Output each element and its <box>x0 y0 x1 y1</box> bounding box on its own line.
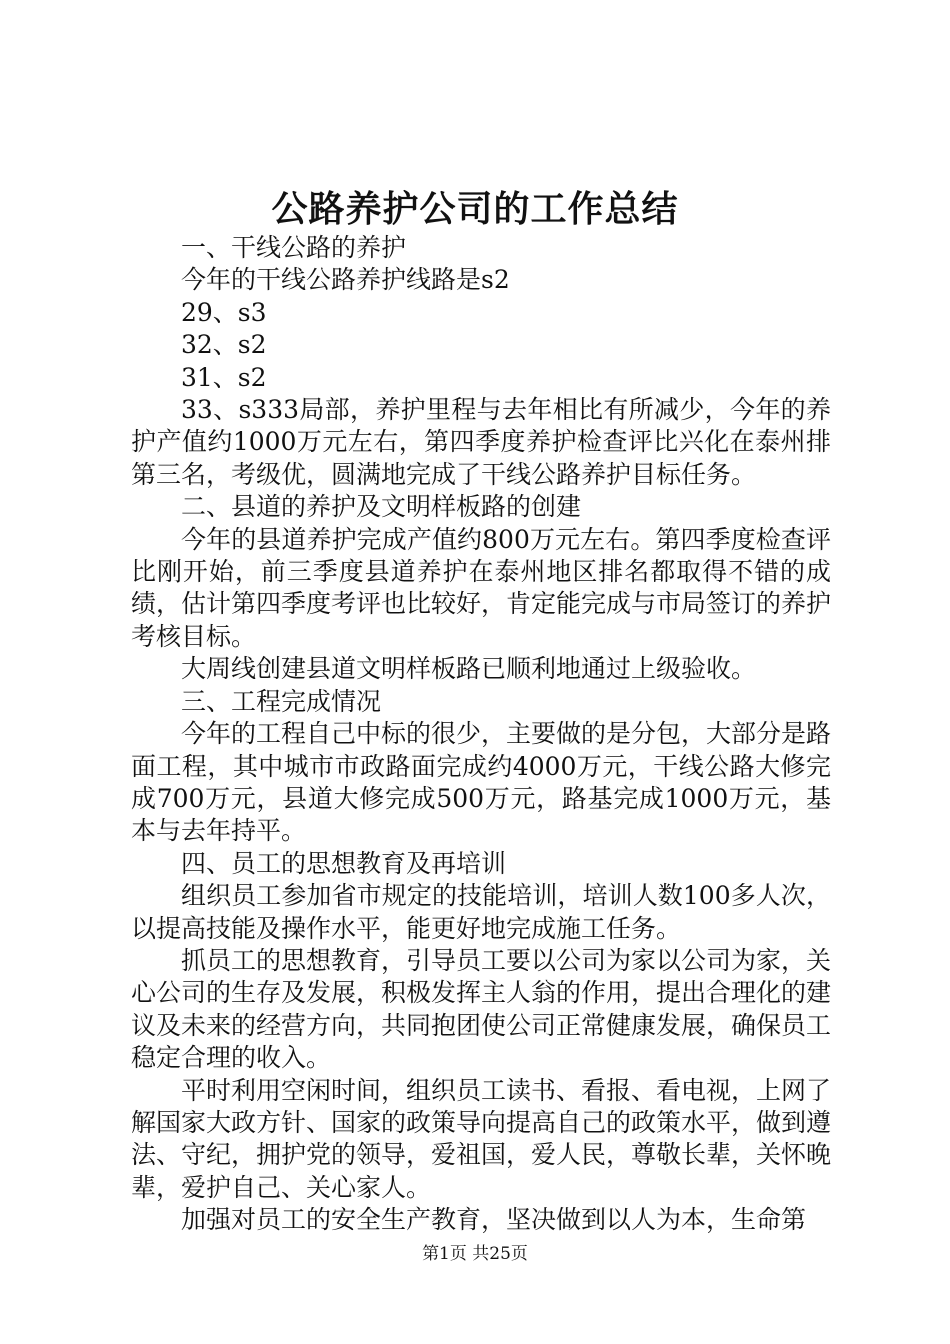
document-body <box>131 232 831 1237</box>
paragraph: 平时利用空闲时间，组织员工读书、看报、看电视，上网了解国家大政方针、国家的政策导向提高自己的政策水平，做到遵法、守纪，拥护党的领导，爱祖国，爱人民，尊敬长辈，关怀晚辈，爱护自己、关心家人。 <box>131 1075 832 1202</box>
paragraph: 大周线创建县道文明样板路已顺利地通过上级验收。 <box>181 654 757 684</box>
paragraph: 33、s333局部，养护里程与去年相比有所减少，今年的养护产值约1000万元左右，第四季度养护检查评比兴化在泰州排第三名，考级优，圆满地完成了干线公路养护目标任务。 <box>131 395 831 489</box>
paragraph: 今年的干线公路养护线路是s2 <box>181 265 510 295</box>
paragraph: 29、s3 <box>181 297 267 327</box>
heading-section-1: 一、干线公路的养护 <box>181 233 407 262</box>
paragraph: 组织员工参加省市规定的技能培训，培训人数100多人次，以提高技能及操作水平，能更好地完成施工任务。 <box>131 881 831 943</box>
paragraph: 抓员工的思想教育，引导员工要以公司为家以公司为家，关心公司的生存及发展，积极发挥主人翁的作用，提出合理化的建议及未来的经营方向，共同抱团使公司正常健康发展，确保员工稳定合理的收入。 <box>131 945 832 1073</box>
paragraph: 今年的工程自己中标的很少，主要做的是分包，大部分是路面工程，其中城市市政路面完成约4000万元，干线公路大修完成700万元，县道大修完成500万元，路基完成1000万元，基本与去年持平。 <box>131 719 832 846</box>
page-footer: 第1页 共25页 <box>422 1244 528 1264</box>
heading-section-4: 四、员工的思想教育及再培训 <box>181 848 507 878</box>
paragraph: 今年的县道养护完成产值约800万元左右。第四季度检查评比刚开始，前三季度县道养护在泰州地区排名都取得不错的成绩，估计第四季度考评也比较好，肯定能完成与市局签订的养护考核目标。 <box>131 524 832 651</box>
heading-section-2: 二、县道的养护及文明样板路的创建 <box>181 492 582 522</box>
paragraph: 32、s2 <box>181 330 267 360</box>
heading-section-3: 三、工程完成情况 <box>181 686 382 716</box>
page-title: 公路养护公司的工作总结 <box>271 188 679 230</box>
paragraph: 31、s2 <box>181 362 267 392</box>
paragraph: 加强对员工的安全生产教育，坚决做到以人为本，生命第 <box>181 1205 807 1235</box>
